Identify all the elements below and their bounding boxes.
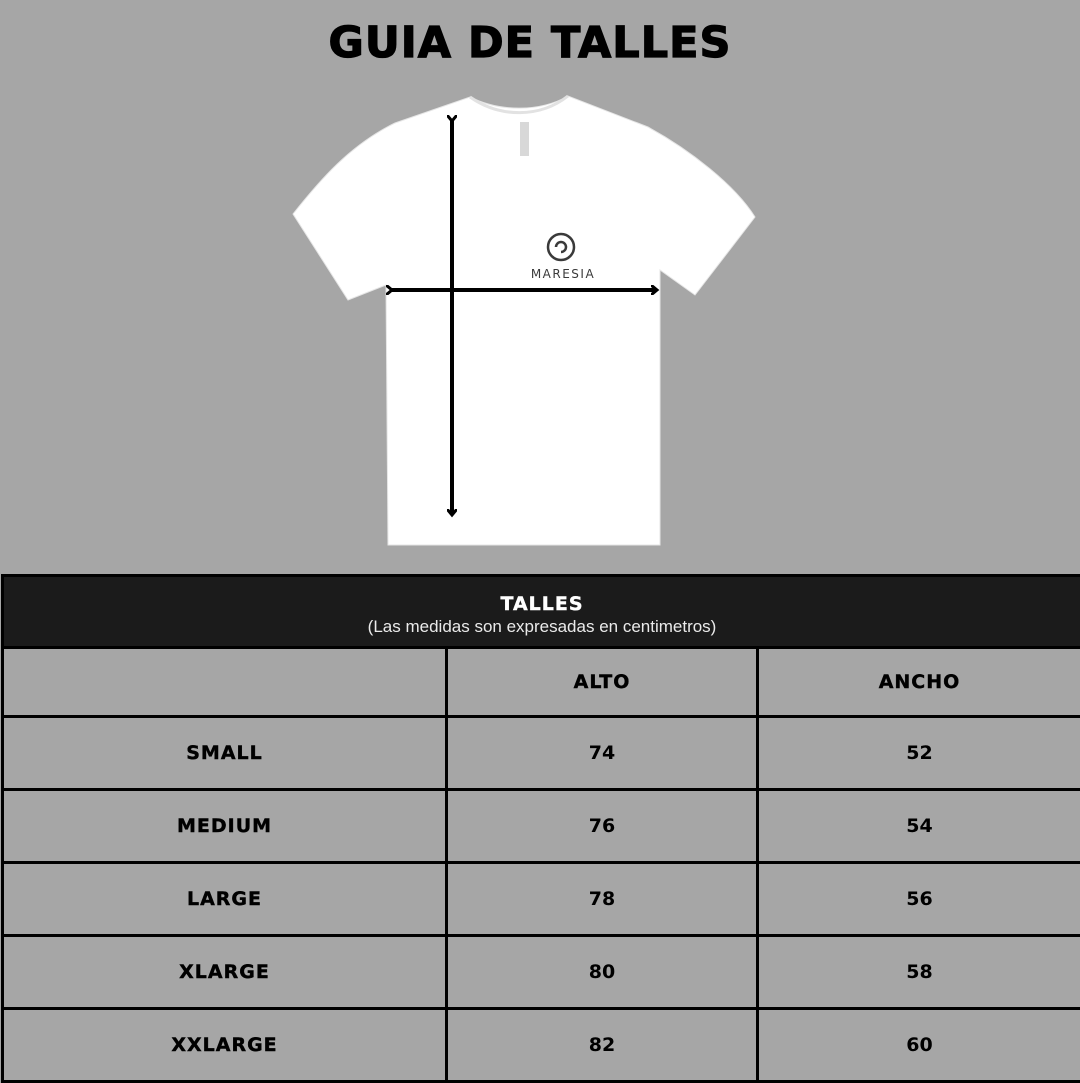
table-row [3, 717, 1080, 790]
table-header-cell [3, 576, 1080, 648]
ancho-value: 52 [758, 717, 1080, 790]
neck-tag [520, 122, 529, 156]
page-title: GUIA DE TALLES [0, 18, 1060, 68]
alto-value: 80 [447, 936, 758, 1009]
ancho-value: 58 [758, 936, 1080, 1009]
column-header-size [3, 648, 447, 717]
alto-value: 82 [447, 1009, 758, 1082]
table-row [3, 936, 1080, 1009]
table-header [3, 576, 1080, 648]
size-label: LARGE [3, 863, 447, 936]
alto-value: 74 [447, 717, 758, 790]
size-label: XXLARGE [3, 1009, 447, 1082]
ancho-value: 54 [758, 790, 1080, 863]
size-label: SMALL [3, 717, 447, 790]
ancho-value: 60 [758, 1009, 1080, 1082]
brand-name: MARESIA [531, 267, 595, 281]
table-row [3, 863, 1080, 936]
table-row [3, 790, 1080, 863]
size-label: XLARGE [3, 936, 447, 1009]
size-table [1, 574, 1080, 1083]
tshirt-shape [293, 96, 755, 545]
column-header-ancho: ANCHO [758, 648, 1080, 717]
alto-value: 76 [447, 790, 758, 863]
ancho-value: 56 [758, 863, 1080, 936]
table-row [3, 1009, 1080, 1082]
column-header-row [3, 648, 1080, 717]
table-subtitle: (Las medidas son expresadas en centimetros) [4, 617, 1080, 637]
size-label: MEDIUM [3, 790, 447, 863]
column-header-alto: ALTO [447, 648, 758, 717]
alto-value: 78 [447, 863, 758, 936]
table-title: TALLES [4, 593, 1080, 615]
